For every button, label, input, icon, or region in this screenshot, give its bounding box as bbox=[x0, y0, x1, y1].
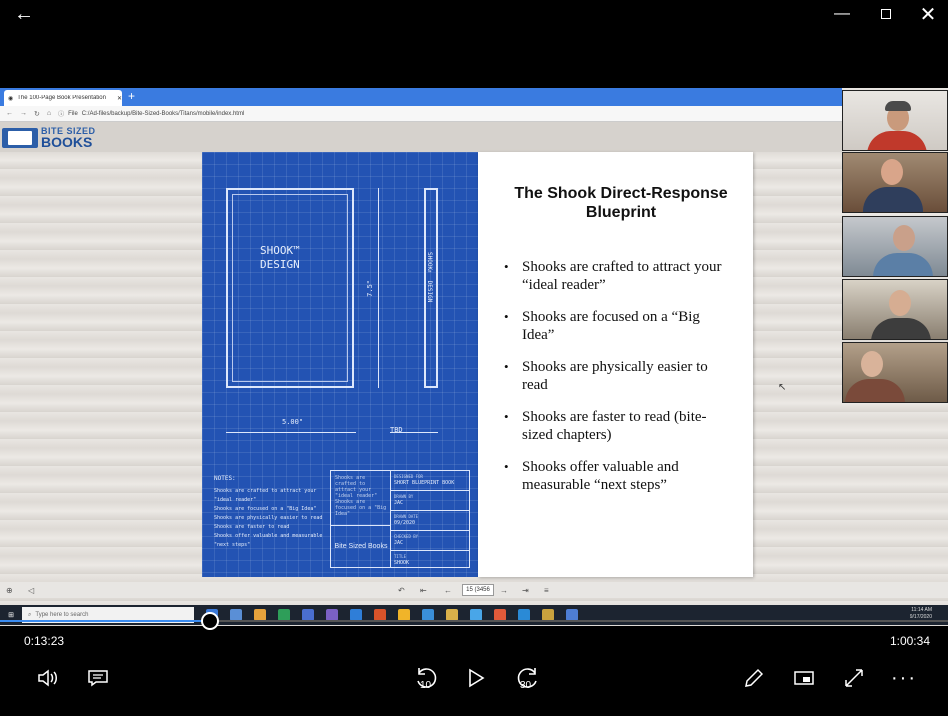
close-button[interactable] bbox=[906, 0, 948, 28]
participant-head bbox=[893, 225, 915, 251]
blueprint-cover-title: SHOOK™ DESIGN bbox=[260, 244, 300, 271]
new-tab-button[interactable]: + bbox=[128, 89, 136, 103]
presentation-toolbar bbox=[0, 582, 948, 598]
notes-heading: NOTES: bbox=[214, 475, 236, 482]
play-button[interactable] bbox=[456, 660, 496, 696]
fullscreen-button[interactable] bbox=[834, 660, 874, 696]
note-item: Shooks are physically easier to read bbox=[214, 515, 323, 521]
slide-text-page bbox=[478, 152, 753, 577]
participant-body bbox=[867, 131, 927, 151]
home-icon[interactable]: ⌂ bbox=[46, 110, 52, 117]
prev-page-icon[interactable]: ← bbox=[444, 585, 452, 595]
slide-title: The Shook Direct-Response Blueprint bbox=[514, 185, 728, 221]
play-icon bbox=[467, 668, 485, 688]
current-time: 0:13:23 bbox=[24, 634, 65, 648]
width-dimension-line bbox=[226, 432, 356, 433]
rewind-seconds: 10 bbox=[420, 680, 432, 691]
slide-bullet: • Shooks are faster to read (bite-sized chapters) bbox=[504, 408, 734, 444]
title-block-row: CHECKED BY JAC bbox=[391, 531, 470, 551]
height-dimension-label: 7.5" bbox=[366, 280, 374, 297]
windows-start-icon[interactable]: ⊞ bbox=[8, 612, 14, 619]
captions-icon bbox=[87, 669, 109, 687]
more-options-button[interactable] bbox=[884, 660, 924, 696]
title-block-row: DRAWN DATE 09/2020 bbox=[391, 511, 470, 531]
participant-video[interactable] bbox=[842, 90, 948, 151]
browser-page-header bbox=[0, 122, 842, 152]
more-icon: ··· bbox=[891, 666, 917, 689]
slide-bullet: • Shooks are focused on a “Big Idea” bbox=[504, 308, 734, 344]
participant-body bbox=[871, 318, 931, 340]
clock-date: 9/17/2020 bbox=[909, 614, 932, 620]
mouse-cursor-icon: ↖ bbox=[778, 382, 787, 393]
taskbar-clock[interactable] bbox=[910, 607, 932, 621]
width-dimension-label: 5.00" bbox=[282, 418, 304, 426]
note-item: Shooks are focused on a "Big Idea" bbox=[214, 506, 317, 512]
logo-line2: BOOKS bbox=[41, 134, 93, 150]
blueprint-cover-outline bbox=[226, 188, 354, 388]
bite-sized-books-logo bbox=[2, 126, 96, 149]
url-prefix: File bbox=[68, 110, 78, 117]
search-icon: ⌕ bbox=[28, 611, 32, 618]
zoom-icon[interactable]: ⊕ bbox=[6, 585, 13, 595]
seek-thumb[interactable] bbox=[201, 612, 219, 630]
last-page-icon[interactable]: ⇥ bbox=[522, 585, 529, 595]
volume-icon bbox=[37, 669, 59, 687]
pencil-icon bbox=[743, 667, 765, 689]
browser-back-icon[interactable]: ← bbox=[6, 110, 13, 117]
first-page-icon[interactable]: ⇤ bbox=[420, 585, 427, 595]
seek-bar-progress bbox=[0, 620, 210, 622]
captions-button[interactable] bbox=[78, 660, 118, 696]
total-time: 1:00:34 bbox=[889, 634, 930, 648]
blueprint-notes bbox=[214, 474, 326, 550]
title-block-row: TITLE SHOOK bbox=[394, 554, 410, 566]
back-button[interactable] bbox=[2, 0, 46, 28]
slide-bullet: • Shooks offer valuable and measurable “next steps” bbox=[504, 458, 734, 494]
edit-button[interactable] bbox=[734, 660, 774, 696]
participant-video[interactable] bbox=[842, 342, 948, 403]
maximize-button[interactable] bbox=[864, 0, 908, 28]
note-item: Shooks are crafted to attract your "ideal reader" bbox=[214, 488, 317, 503]
participant-video[interactable] bbox=[842, 152, 948, 213]
participant-video[interactable] bbox=[842, 279, 948, 340]
windows-taskbar bbox=[0, 605, 948, 625]
blueprint-title-block bbox=[330, 470, 470, 568]
participant-body bbox=[845, 379, 905, 403]
info-icon: ⓘ bbox=[58, 112, 65, 118]
participant-body bbox=[873, 253, 933, 277]
participant-body bbox=[863, 187, 923, 213]
minimize-icon: — bbox=[834, 5, 850, 22]
maximize-icon bbox=[881, 9, 891, 19]
slide-bullet-list bbox=[504, 258, 734, 508]
forward-button[interactable] bbox=[508, 660, 548, 696]
browser-tab-bar bbox=[0, 88, 842, 106]
note-item: Shooks offer valuable and measurable "next steps" bbox=[214, 533, 323, 548]
reload-icon[interactable]: ↻ bbox=[34, 110, 40, 118]
forward-seconds: 30 bbox=[520, 680, 532, 691]
mini-view-button[interactable] bbox=[784, 660, 824, 696]
title-block-company: Bite Sized Books bbox=[331, 525, 391, 567]
slide-bullet: • Shooks are physically easier to read bbox=[504, 358, 734, 394]
browser-tab[interactable] bbox=[4, 90, 122, 106]
next-page-icon[interactable]: → bbox=[500, 585, 508, 595]
url-text: C:/Ad-files/backup/Bite-Sized-Books/Titans/mobile/index.html bbox=[81, 110, 245, 117]
seek-bar[interactable] bbox=[0, 620, 948, 622]
title-block-notes: Shooks are crafted to attract your "ideal reader" Shooks are focused on a "Big Idea" bbox=[335, 475, 387, 517]
blueprint-page bbox=[202, 152, 478, 577]
cap bbox=[885, 101, 911, 111]
participant-video[interactable] bbox=[842, 216, 948, 277]
browser-tab-title: The 100-Page Book Presentation bbox=[17, 95, 106, 101]
book-icon bbox=[2, 128, 38, 148]
page-number-field[interactable]: 15 (3456 bbox=[462, 584, 494, 596]
rewind-button[interactable] bbox=[406, 660, 446, 696]
slide-bullet: • Shooks are crafted to attract your “ideal reader” bbox=[504, 258, 734, 294]
title-block-row: DRAWN BY JAC bbox=[391, 491, 470, 511]
url-field[interactable] bbox=[58, 109, 244, 118]
participant-head bbox=[889, 290, 911, 316]
browser-forward-icon[interactable]: → bbox=[20, 110, 27, 117]
volume-button[interactable] bbox=[28, 660, 68, 696]
logo-line1: BITE SIZED bbox=[41, 126, 96, 136]
height-dimension-line bbox=[378, 188, 379, 388]
note-item: Shooks are faster to read bbox=[214, 524, 290, 530]
globe-icon: ◉ bbox=[8, 95, 14, 102]
blueprint-spine-label: SHOOK™ DESIGN bbox=[426, 252, 433, 303]
sound-icon[interactable]: ◁ bbox=[28, 585, 35, 595]
participant-head bbox=[881, 159, 903, 185]
clock-time: 11:14 AM bbox=[911, 607, 932, 613]
participant-head bbox=[861, 351, 883, 377]
close-icon: ✕ bbox=[919, 3, 937, 26]
back-arrow-icon: ← bbox=[14, 2, 34, 25]
title-block-row: DESIGNED FOR SHORT BLUEPRINT BOOK bbox=[391, 471, 470, 491]
minimize-button[interactable] bbox=[820, 0, 864, 28]
browser-address-bar bbox=[0, 106, 842, 122]
close-tab-icon[interactable]: ✕ bbox=[116, 95, 122, 102]
taskbar-search-placeholder: Type here to search bbox=[35, 612, 89, 618]
menu-icon[interactable]: ≡ bbox=[544, 585, 549, 595]
spine-dimension-label: TBD bbox=[390, 426, 403, 434]
video-frame[interactable] bbox=[0, 88, 948, 626]
mini-view-icon bbox=[793, 669, 815, 687]
undo-icon[interactable]: ↶ bbox=[398, 585, 405, 595]
fullscreen-icon bbox=[843, 667, 865, 689]
